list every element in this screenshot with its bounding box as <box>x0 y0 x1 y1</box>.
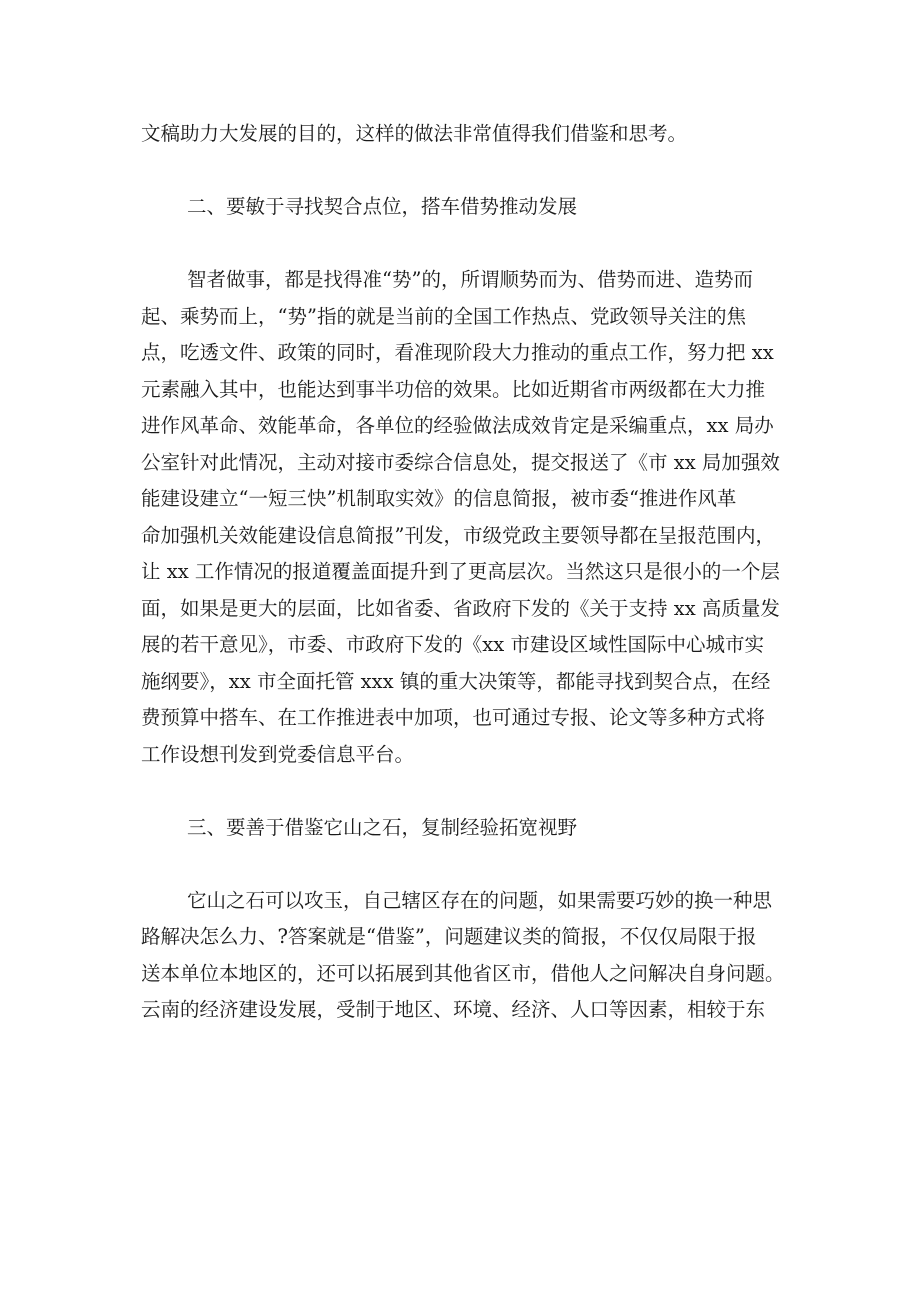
paragraph-line: 施纲要》，xx 市全面托管 xxx 镇的重大决策等，都能寻找到契合点，在经 <box>141 669 771 693</box>
paragraph-line: 费预算中搭车、在工作推进表中加项，也可通过专报、论文等多种方式将 <box>141 706 766 729</box>
section-heading: 二、要敏于寻找契合点位，搭车借势推动发展 <box>187 195 578 218</box>
paragraph-line: 元素融入其中，也能达到事半功倍的效果。比如近期省市两级都在大力推 <box>141 377 766 401</box>
paragraph-gap <box>141 226 781 263</box>
paragraph-line: 起、乘势而上，“势”指的就是当前的全国工作热点、党政领导关注的焦 <box>141 304 746 328</box>
paragraph-line: 命加强机关效能建设信息简报”刊发，市级党政主要领导都在呈报范围内， <box>141 523 775 547</box>
paragraph-gap <box>141 153 781 190</box>
paragraph-line: 面，如果是更大的层面，比如省委、省政府下发的《关于支持 xx 高质量发 <box>141 596 780 620</box>
paragraph-line: 文稿助力大发展的目的，这样的做法非常值得我们借鉴和思考。 <box>141 122 688 145</box>
paragraph-line: 它山之石可以攻玉，自己辖区存在的问题，如果需要巧妙的换一种思 <box>187 888 773 912</box>
paragraph-line: 让 xx 工作情况的报道覆盖面提升到了更高层次。当然这只是很小的一个层 <box>141 560 780 583</box>
paragraph-line: 路解决怎么力、?答案就是“借鉴”，问题建议类的简报，不仅仅局限于报 <box>141 925 757 948</box>
paragraph-line: 点，吃透文件、政策的同时，看准现阶段大力推动的重点工作，努力把 xx <box>141 341 774 364</box>
paragraph-line: 云南的经济建设发展，受制于地区、环境、经济、人口等因素，相较于东 <box>141 998 766 1021</box>
paragraph-line: 能建设建立“一短三快”机制取实效》的信息简报，被市委“推进作风革 <box>141 487 737 510</box>
paragraph-line: 公室针对此情况，主动对接市委综合信息处，提交报送了《市 xx 局加强效 <box>141 450 780 474</box>
document-body <box>141 116 785 1029</box>
paragraph-gap <box>141 773 781 810</box>
paragraph-line: 进作风革命、效能革命，各单位的经验做法成效肯定是采编重点，xx 局办 <box>141 414 774 437</box>
paragraph-line: 智者做事，都是找得准“势”的，所谓顺势而为、借势而进、造势而 <box>187 268 753 291</box>
paragraph-line: 展的若干意见》，市委、市政府下发的《xx 市建设区域性国际中心城市实 <box>141 633 764 656</box>
paragraph-line: 送本单位本地区的，还可以拓展到其他省区市，借他人之问解决自身问题。 <box>141 961 785 985</box>
paragraph-gap <box>141 846 781 883</box>
paragraph-line: 工作设想刊发到党委信息平台。 <box>141 742 415 766</box>
section-heading: 三、要善于借鉴它山之石，复制经验拓宽视野 <box>187 815 578 839</box>
